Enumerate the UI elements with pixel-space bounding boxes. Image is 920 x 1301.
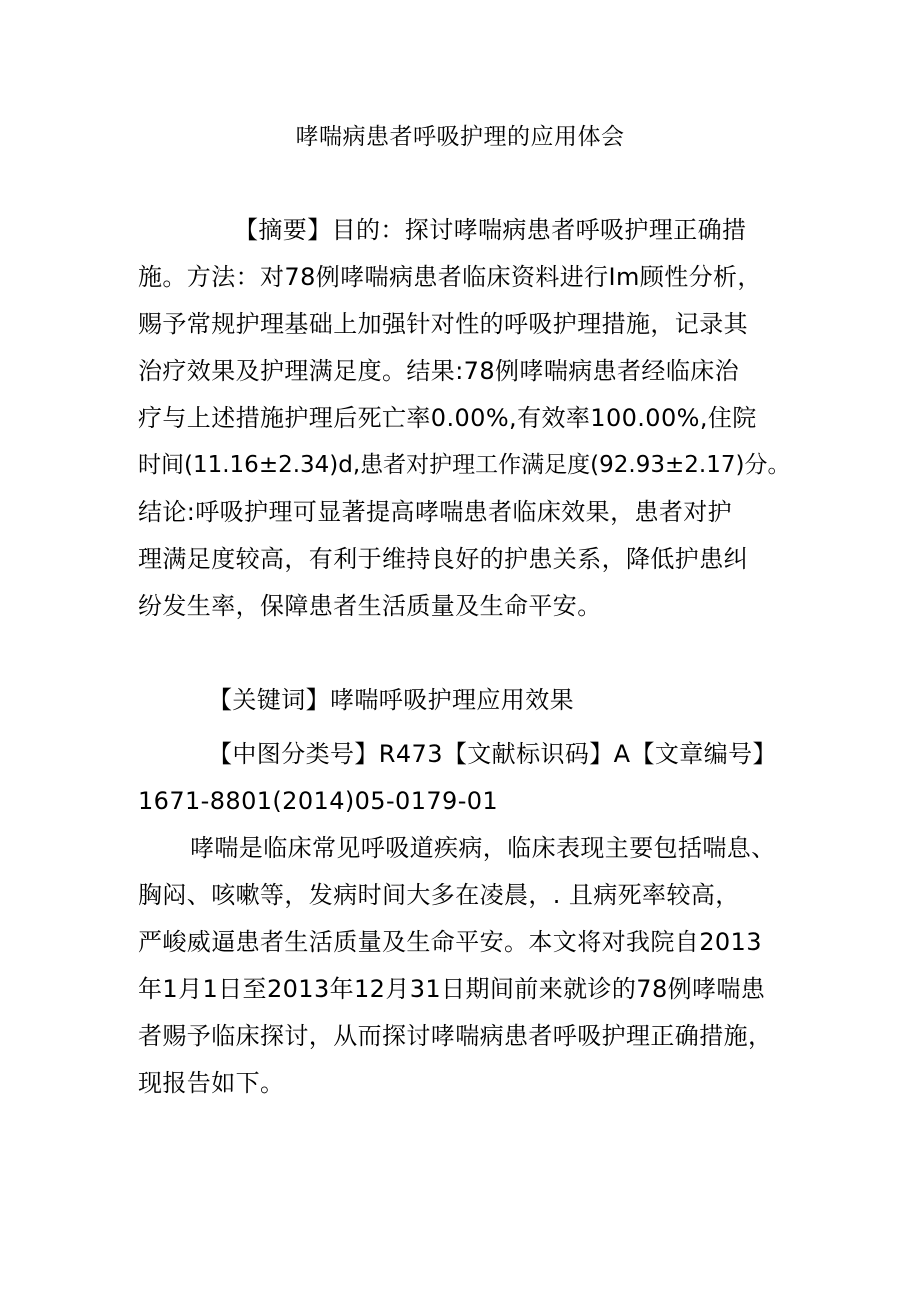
keywords-line: 【关键词】哮喘呼吸护理应用效果 [208, 686, 574, 714]
classification-line: 【中图分类号】R473【文献标识码】A【文章编号】 [208, 740, 777, 768]
abstract-line: 纷发生率，保障患者生活质量及生命平安。 [138, 592, 602, 620]
abstract-line: 治疗效果及护理满足度。结果:78例哮喘病患者经临床治 [138, 357, 740, 385]
abstract-line: 【摘要】目的：探讨哮喘病患者呼吸护理正确措 [234, 216, 747, 244]
body-line: 者赐予临床探讨，从而探讨哮喘病患者呼吸护理正确措施， [138, 1022, 773, 1050]
document-title: 哮喘病患者呼吸护理的应用体会 [295, 124, 625, 150]
body-line: 哮喘是临床常见呼吸道疾病，临床表现主要包括喘息、 [190, 834, 776, 862]
body-line: 胸闷、咳嗽等，发病时间大多在凌晨，. 且病死率较高， [138, 881, 740, 909]
body-line: 年1月1日至2013年12月31日期间前来就诊的78例哮喘患 [138, 975, 766, 1003]
body-line: 现报告如下。 [138, 1069, 285, 1097]
classification-line: 1671-8801(2014)05-0179-01 [138, 787, 499, 815]
abstract-line: 时间(11.16±2.34)d,患者对护理工作满足度(92.93±2.17)分。 [138, 452, 791, 478]
body-line: 严峻威逼患者生活质量及生命平安。本文将对我院自2013 [138, 928, 762, 956]
abstract-line: 赐予常规护理基础上加强针对性的呼吸护理措施，记录其 [138, 310, 748, 338]
abstract-line: 理满足度较高，有利于维持良好的护患关系，降低护患纠 [138, 545, 748, 573]
abstract-line: 施。方法：对78例哮喘病患者临床资料进行Im顾性分析， [138, 263, 762, 291]
abstract-line: 疗与上述措施护理后死亡率0.00%,有效率100.00%,住院 [138, 404, 757, 432]
abstract-line: 结论:呼吸护理可显著提高哮喘患者临床效果，患者对护 [138, 498, 733, 526]
